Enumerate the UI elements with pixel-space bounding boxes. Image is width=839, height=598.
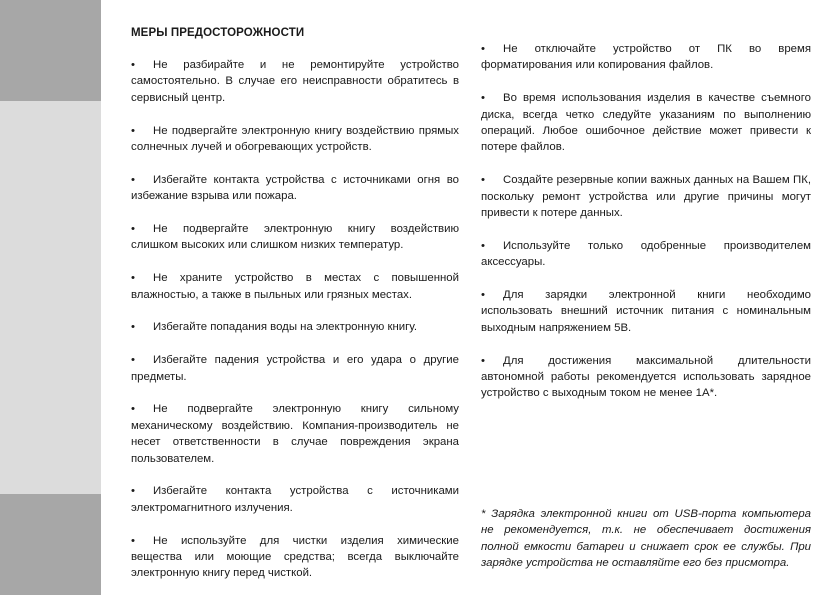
- list-item-text: Не подвергайте электронную книгу воздействию слишком высоких или слишком низких температур.: [131, 223, 459, 252]
- bullet-icon: •: [481, 289, 485, 302]
- page-title: МЕРЫ ПРЕДОСТОРОЖНОСТИ: [131, 27, 305, 39]
- list-item-text: Не подвергайте электронную книгу воздействию прямых солнечных лучей и обогревающих устройств.: [131, 124, 459, 154]
- list-item: [481, 172, 811, 221]
- bullet-icon: •: [481, 239, 485, 252]
- list-item: [131, 270, 459, 303]
- left-column: [131, 57, 459, 598]
- list-item: [131, 401, 459, 467]
- footnote: * Зарядка электронной книги от USB-порта компьютера не рекомендуется, т.к. не обеспечивает достижения полной емкости батареи и снижает срок ее службы. При зарядке устройства не оставляйте его без присмотра.: [481, 508, 811, 570]
- bullet-icon: •: [481, 43, 485, 55]
- list-item-text: Для достижения максимальной длительности автономной работы рекомендуется использовать зарядное устройство с выходным током не менее 1А*.: [481, 354, 811, 400]
- list-item: [481, 287, 811, 336]
- bullet-icon: •: [481, 92, 485, 105]
- list-item-text: Не подвергайте электронную книгу сильному механическому воздействию. Компания-производитель не несет ответственности в случае повреждения экрана пользователем.: [131, 403, 459, 465]
- bullet-icon: •: [131, 124, 135, 137]
- list-item: [131, 352, 459, 385]
- list-item: [131, 319, 459, 335]
- list-item-text: Не используйте для чистки изделия химические вещества или моющие средства; всегда выключайте электронную книгу перед чисткой.: [131, 534, 459, 580]
- list-item: [131, 221, 459, 254]
- list-item: [481, 353, 811, 402]
- bullet-icon: •: [481, 174, 485, 187]
- bullet-icon: •: [131, 403, 135, 416]
- bullet-icon: •: [131, 321, 135, 334]
- bullet-icon: •: [131, 534, 135, 547]
- list-item: [481, 90, 811, 156]
- bullet-icon: •: [131, 173, 135, 186]
- list-item: [131, 172, 459, 205]
- sidebar-top-block: [0, 0, 101, 101]
- sidebar-stripe: [0, 0, 101, 595]
- list-item-text: Не храните устройство в местах с повышенной влажностью, а также в пыльных или грязных местах.: [131, 272, 459, 301]
- bullet-icon: •: [131, 485, 135, 498]
- list-item-text: Во время использования изделия в качестве съемного диска, всегда четко следуйте указаниям по выполнению операций. Любое ошибочное действие может привести к потере файлов.: [481, 92, 811, 154]
- list-item: [481, 238, 811, 271]
- list-item: [131, 483, 459, 516]
- list-item-text: Для зарядки электронной книги необходимо использовать внешний источник питания с номинальным выходным напряжением 5В.: [481, 289, 811, 334]
- bullet-icon: •: [131, 354, 135, 367]
- list-item-text: Используйте только одобренные производителем аксессуары.: [481, 239, 811, 269]
- list-item: [131, 123, 459, 156]
- list-item-text: Не разбирайте и не ремонтируйте устройство самостоятельно. В случае его неисправности обратитесь в сервисный центр.: [131, 59, 459, 104]
- list-item: [481, 41, 811, 74]
- bullet-icon: •: [131, 223, 135, 236]
- bullet-icon: •: [131, 272, 135, 285]
- sidebar-bottom-block: [0, 494, 101, 595]
- list-item-text: Избегайте контакта устройства с источниками огня во избежание взрыва или пожара.: [131, 173, 459, 203]
- bullet-icon: •: [481, 354, 485, 367]
- list-item: [131, 533, 459, 582]
- bullet-icon: •: [131, 59, 135, 71]
- list-item-text: Избегайте контакта устройства с источниками электромагнитного излучения.: [131, 485, 459, 514]
- list-item: [131, 57, 459, 106]
- right-column: [481, 41, 811, 418]
- list-item-text: Избегайте попадания воды на электронную книгу.: [153, 321, 418, 334]
- list-item-text: Избегайте падения устройства и его удара о другие предметы.: [131, 354, 459, 383]
- list-item-text: Не отключайте устройство от ПК во время форматирования или копирования файлов.: [481, 43, 811, 72]
- list-item-text: Создайте резервные копии важных данных на Вашем ПК, поскольку ремонт устройства или другие причины могут привести к потере данных.: [481, 174, 811, 220]
